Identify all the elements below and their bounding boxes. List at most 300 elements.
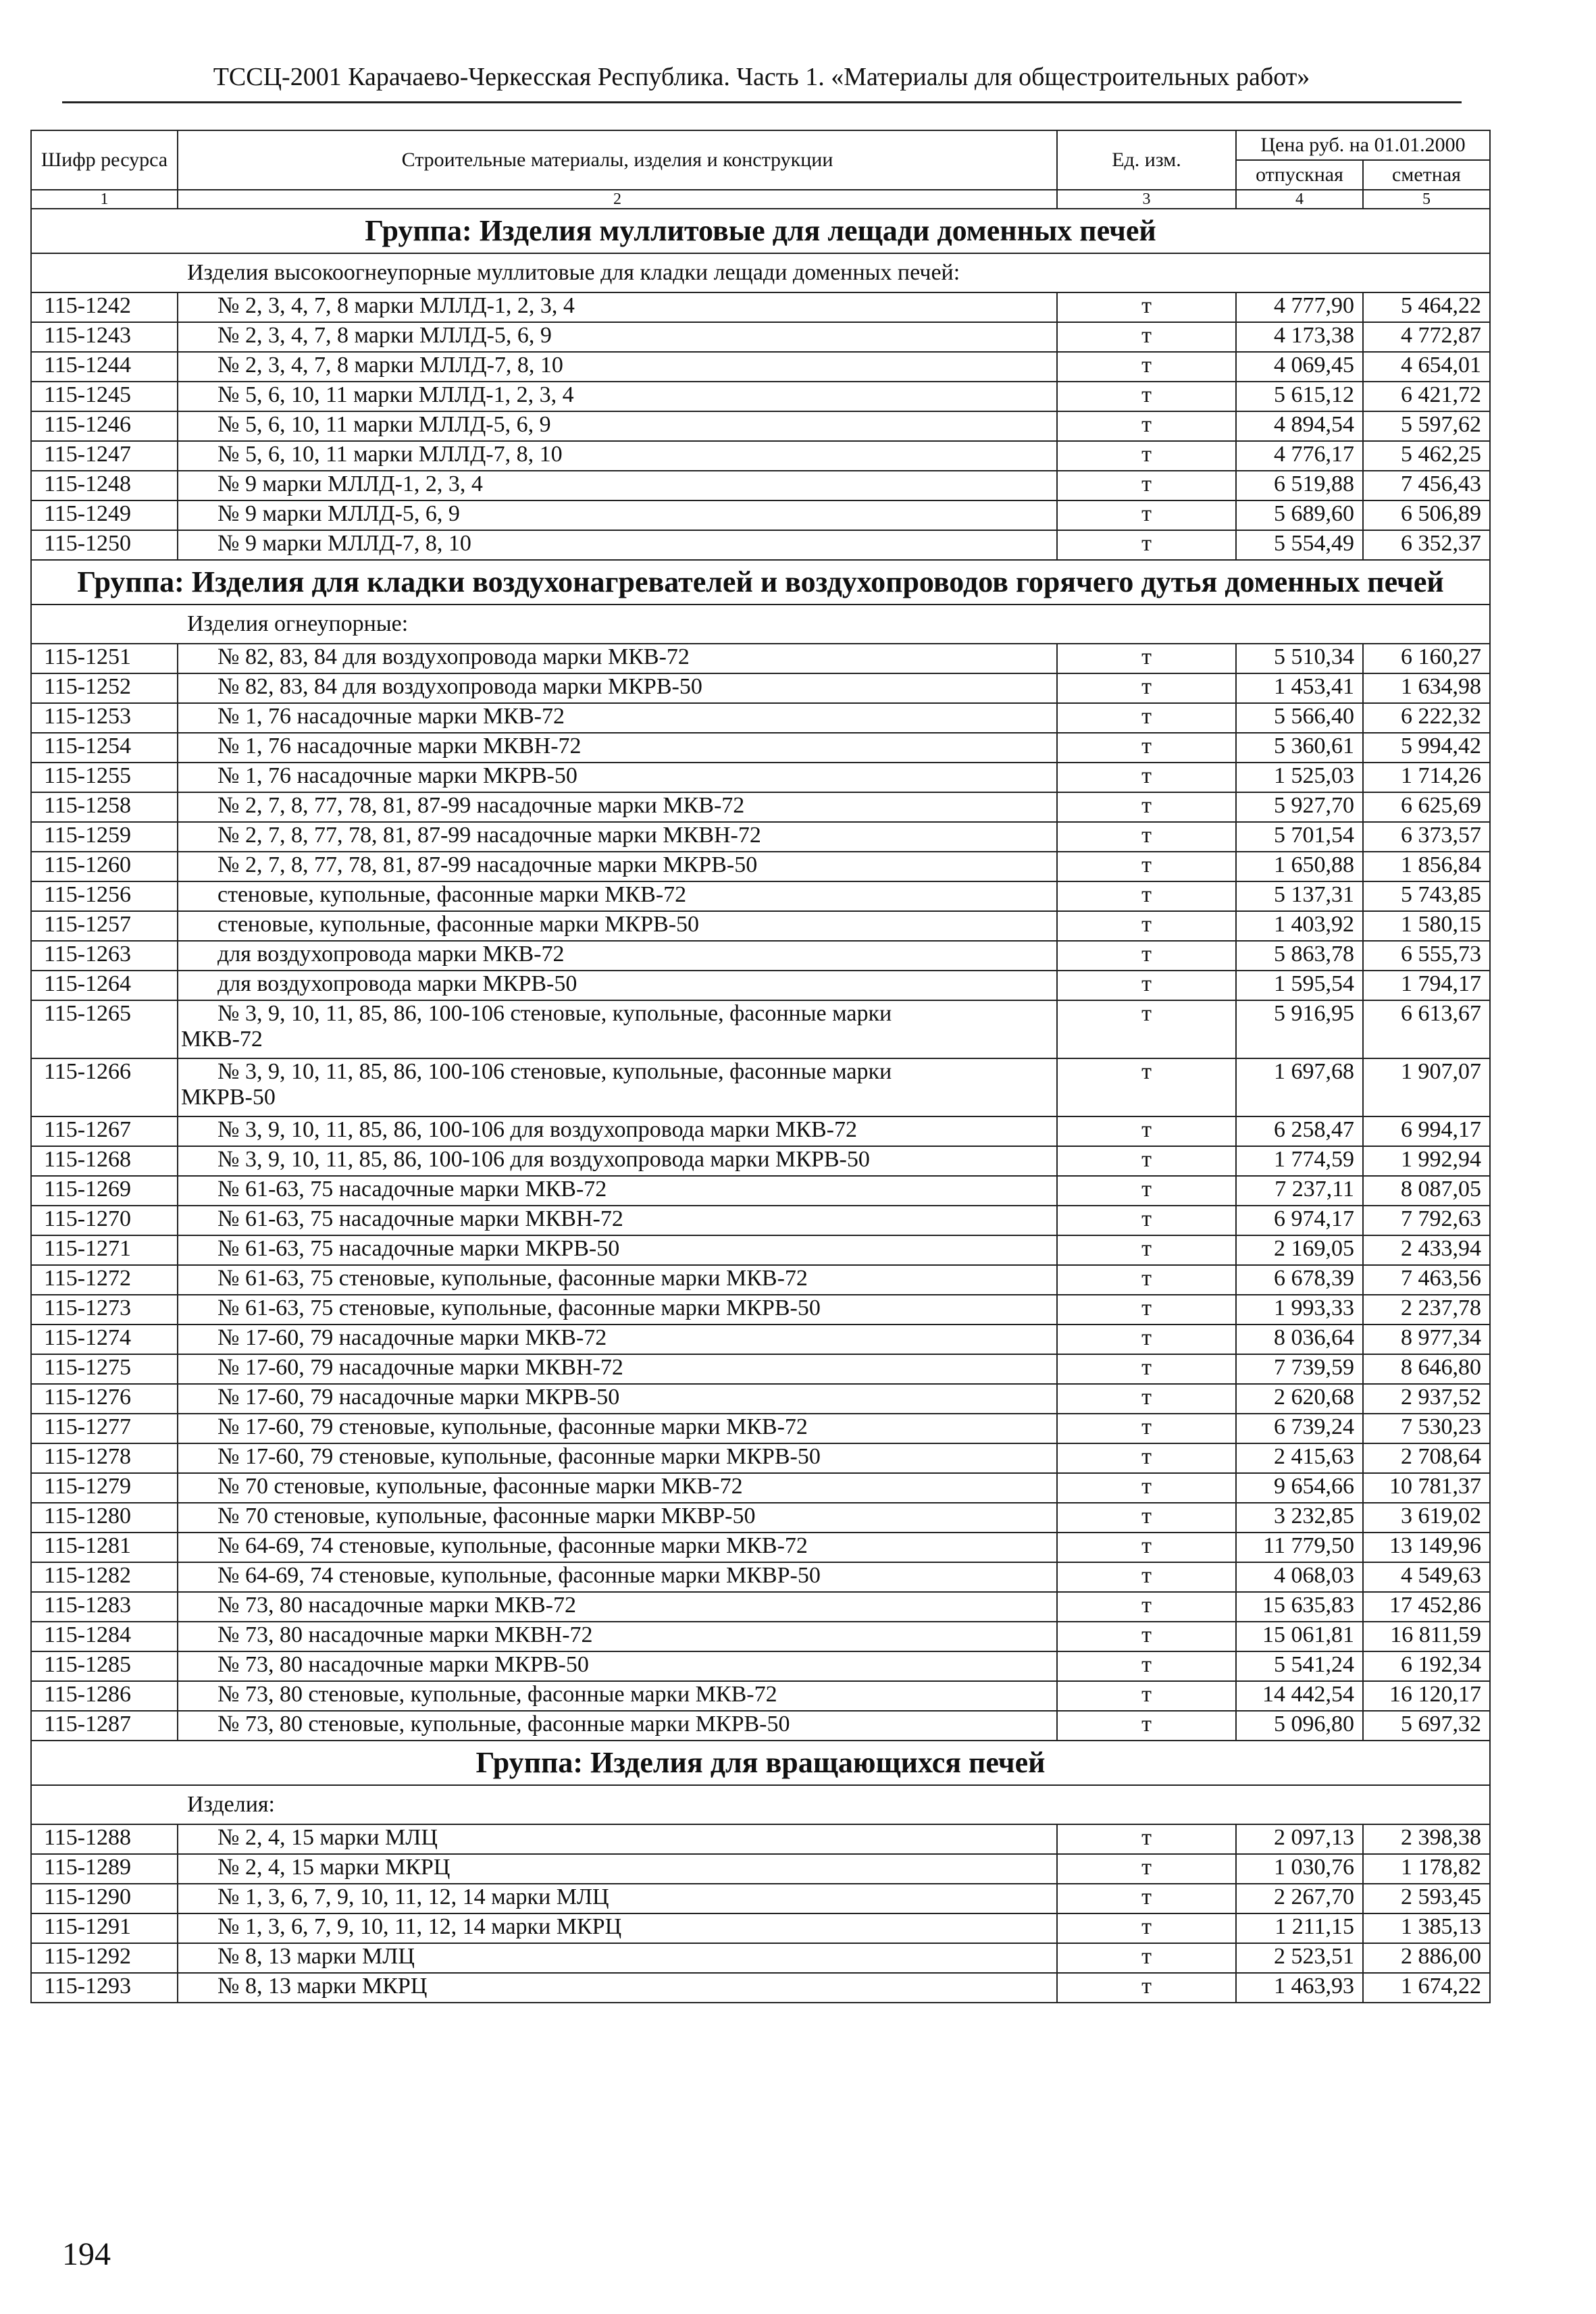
table-row	[31, 1325, 1490, 1354]
column-number: 2	[178, 190, 1057, 209]
unit-cell: т	[1057, 1000, 1236, 1058]
unit-cell: т	[1057, 1973, 1236, 2003]
unit-cell: т	[1057, 1651, 1236, 1681]
material-name-line: МКВ-72	[181, 1027, 263, 1052]
estimate-price-cell: 17 452,86	[1363, 1592, 1490, 1622]
table-row	[31, 1235, 1490, 1265]
resource-code-cell: 115-1284	[31, 1622, 178, 1651]
estimate-price-cell: 6 506,89	[1363, 500, 1490, 530]
release-price-cell: 5 554,49	[1236, 530, 1363, 560]
resource-code-cell: 115-1289	[31, 1854, 178, 1884]
release-price-cell: 5 916,95	[1236, 1000, 1363, 1058]
material-name-line: № 3, 9, 10, 11, 85, 86, 100-106 стеновые, купольные, фасонные марки	[217, 1059, 892, 1084]
group-subtitle-row	[31, 605, 1490, 644]
material-name-cell: № 1, 76 насадочные марки МКВН-72	[178, 733, 1057, 763]
resource-code-cell: 115-1272	[31, 1265, 178, 1295]
material-name-cell: № 82, 83, 84 для воздухопровода марки МКВ-72	[178, 644, 1057, 673]
estimate-price-cell: 2 937,52	[1363, 1384, 1490, 1414]
estimate-price-cell: 5 994,42	[1363, 733, 1490, 763]
resource-code-cell: 115-1251	[31, 644, 178, 673]
table-row	[31, 822, 1490, 852]
unit-cell: т	[1057, 1384, 1236, 1414]
material-name-cell: № 82, 83, 84 для воздухопровода марки МКРВ-50	[178, 673, 1057, 703]
unit-cell: т	[1057, 411, 1236, 441]
resource-code-cell: 115-1263	[31, 941, 178, 971]
material-name-cell: № 64-69, 74 стеновые, купольные, фасонные марки МКВ-72	[178, 1533, 1057, 1562]
estimate-price-cell: 13 149,96	[1363, 1533, 1490, 1562]
material-name-cell: № 17-60, 79 насадочные марки МКВН-72	[178, 1354, 1057, 1384]
estimate-price-cell: 1 385,13	[1363, 1913, 1490, 1943]
release-price-cell: 4 894,54	[1236, 411, 1363, 441]
unit-cell: т	[1057, 673, 1236, 703]
material-name-cell: № 2, 4, 15 марки МКРЦ	[178, 1854, 1057, 1884]
table-row	[31, 1913, 1490, 1943]
release-price-cell: 8 036,64	[1236, 1325, 1363, 1354]
group-subtitle: Изделия:	[31, 1785, 1490, 1824]
material-name-cell: № 17-60, 79 насадочные марки МКРВ-50	[178, 1384, 1057, 1414]
estimate-price-cell: 2 237,78	[1363, 1295, 1490, 1325]
column-number: 4	[1236, 190, 1363, 209]
material-name-cell: № 1, 76 насадочные марки МКВ-72	[178, 703, 1057, 733]
group-title-row	[31, 560, 1490, 605]
resource-code-cell: 115-1248	[31, 471, 178, 500]
estimate-price-cell: 4 549,63	[1363, 1562, 1490, 1592]
release-price-cell: 2 267,70	[1236, 1884, 1363, 1913]
table-body	[31, 209, 1490, 2003]
unit-cell: т	[1057, 971, 1236, 1000]
estimate-price-cell: 6 222,32	[1363, 703, 1490, 733]
estimate-price-cell: 2 398,38	[1363, 1824, 1490, 1854]
unit-cell: т	[1057, 822, 1236, 852]
release-price-cell: 2 620,68	[1236, 1384, 1363, 1414]
table-header	[31, 130, 1490, 209]
material-name-cell: № 1, 76 насадочные марки МКРВ-50	[178, 763, 1057, 792]
table-row	[31, 792, 1490, 822]
release-price-cell: 1 595,54	[1236, 971, 1363, 1000]
release-price-cell: 9 654,66	[1236, 1473, 1363, 1503]
resource-code-cell: 115-1250	[31, 530, 178, 560]
table-row	[31, 1206, 1490, 1235]
estimate-price-cell: 1 794,17	[1363, 971, 1490, 1000]
estimate-price-cell: 4 772,87	[1363, 322, 1490, 352]
group-title-row	[31, 209, 1490, 253]
resource-code-cell: 115-1288	[31, 1824, 178, 1854]
table-row	[31, 1503, 1490, 1533]
release-price-cell: 1 525,03	[1236, 763, 1363, 792]
resource-code-cell: 115-1265	[31, 1000, 178, 1058]
material-name-cell: № 5, 6, 10, 11 марки МЛЛД-5, 6, 9	[178, 411, 1057, 441]
table-row	[31, 941, 1490, 971]
unit-cell: т	[1057, 1943, 1236, 1973]
table-row	[31, 644, 1490, 673]
unit-cell: т	[1057, 1824, 1236, 1854]
unit-cell: т	[1057, 1592, 1236, 1622]
estimate-price-cell: 1 992,94	[1363, 1146, 1490, 1176]
table-row	[31, 1681, 1490, 1711]
unit-cell: т	[1057, 471, 1236, 500]
release-price-cell: 4 068,03	[1236, 1562, 1363, 1592]
material-name-cell: № 5, 6, 10, 11 марки МЛЛД-7, 8, 10	[178, 441, 1057, 471]
estimate-price-cell: 1 178,82	[1363, 1854, 1490, 1884]
table-row	[31, 1884, 1490, 1913]
estimate-price-cell: 6 625,69	[1363, 792, 1490, 822]
unit-cell: т	[1057, 292, 1236, 322]
table-row	[31, 1622, 1490, 1651]
table-row	[31, 673, 1490, 703]
unit-cell: т	[1057, 1533, 1236, 1562]
resource-code-cell: 115-1271	[31, 1235, 178, 1265]
release-price-cell: 1 697,68	[1236, 1058, 1363, 1116]
release-price-cell: 4 776,17	[1236, 441, 1363, 471]
table-row	[31, 1533, 1490, 1562]
column-number: 1	[31, 190, 178, 209]
resource-code-cell: 115-1282	[31, 1562, 178, 1592]
resource-code-cell: 115-1274	[31, 1325, 178, 1354]
material-name-cell: № 9 марки МЛЛД-7, 8, 10	[178, 530, 1057, 560]
material-name-cell: № 2, 7, 8, 77, 78, 81, 87-99 насадочные марки МКВ-72	[178, 792, 1057, 822]
table-row	[31, 1384, 1490, 1414]
resource-code-cell: 115-1259	[31, 822, 178, 852]
estimate-price-cell: 2 708,64	[1363, 1443, 1490, 1473]
header-rule	[62, 101, 1462, 103]
table-row	[31, 352, 1490, 382]
resource-code-cell: 115-1275	[31, 1354, 178, 1384]
release-price-cell: 5 701,54	[1236, 822, 1363, 852]
table-row	[31, 1854, 1490, 1884]
material-name-cell: № 8, 13 марки МЛЦ	[178, 1943, 1057, 1973]
estimate-price-cell: 8 977,34	[1363, 1325, 1490, 1354]
estimate-price-cell: 7 456,43	[1363, 471, 1490, 500]
resource-code-cell: 115-1249	[31, 500, 178, 530]
column-header-unit: Ед. изм.	[1057, 130, 1236, 190]
column-number: 3	[1057, 190, 1236, 209]
material-name-cell: № 1, 3, 6, 7, 9, 10, 11, 12, 14 марки МКРЦ	[178, 1913, 1057, 1943]
unit-cell: т	[1057, 1854, 1236, 1884]
unit-cell: т	[1057, 1265, 1236, 1295]
resource-code-cell: 115-1244	[31, 352, 178, 382]
release-price-cell: 1 774,59	[1236, 1146, 1363, 1176]
release-price-cell: 5 541,24	[1236, 1651, 1363, 1681]
group-subtitle-row	[31, 253, 1490, 292]
material-name-cell: № 2, 3, 4, 7, 8 марки МЛЛД-1, 2, 3, 4	[178, 292, 1057, 322]
material-name-cell: № 3, 9, 10, 11, 85, 86, 100-106 для воздухопровода марки МКРВ-50	[178, 1146, 1057, 1176]
release-price-cell: 5 137,31	[1236, 881, 1363, 911]
estimate-price-cell: 6 613,67	[1363, 1000, 1490, 1058]
estimate-price-cell: 6 994,17	[1363, 1116, 1490, 1146]
estimate-price-cell: 5 464,22	[1363, 292, 1490, 322]
unit-cell: т	[1057, 644, 1236, 673]
table-row	[31, 1354, 1490, 1384]
resource-code-cell: 115-1270	[31, 1206, 178, 1235]
table-row	[31, 1651, 1490, 1681]
release-price-cell: 2 097,13	[1236, 1824, 1363, 1854]
material-name-cell: № 61-63, 75 стеновые, купольные, фасонные марки МКРВ-50	[178, 1295, 1057, 1325]
estimate-price-cell: 16 120,17	[1363, 1681, 1490, 1711]
table-row	[31, 1058, 1490, 1116]
group-subtitle: Изделия огнеупорные:	[31, 605, 1490, 644]
price-table	[30, 130, 1491, 2003]
material-name-cell: № 2, 7, 8, 77, 78, 81, 87-99 насадочные марки МКВН-72	[178, 822, 1057, 852]
table-row	[31, 471, 1490, 500]
table-row	[31, 382, 1490, 411]
resource-code-cell: 115-1267	[31, 1116, 178, 1146]
column-header-release-price: отпускная	[1236, 160, 1363, 190]
material-name-cell	[178, 1000, 1057, 1058]
release-price-cell: 2 415,63	[1236, 1443, 1363, 1473]
unit-cell: т	[1057, 1235, 1236, 1265]
unit-cell: т	[1057, 352, 1236, 382]
resource-code-cell: 115-1280	[31, 1503, 178, 1533]
estimate-price-cell: 16 811,59	[1363, 1622, 1490, 1651]
resource-code-cell: 115-1243	[31, 322, 178, 352]
table-row	[31, 1414, 1490, 1443]
estimate-price-cell: 6 555,73	[1363, 941, 1490, 971]
unit-cell: т	[1057, 1354, 1236, 1384]
resource-code-cell: 115-1290	[31, 1884, 178, 1913]
estimate-price-cell: 1 580,15	[1363, 911, 1490, 941]
estimate-price-cell: 8 087,05	[1363, 1176, 1490, 1206]
estimate-price-cell: 7 792,63	[1363, 1206, 1490, 1235]
release-price-cell: 5 927,70	[1236, 792, 1363, 822]
material-name-cell: стеновые, купольные, фасонные марки МКВ-72	[178, 881, 1057, 911]
release-price-cell: 6 258,47	[1236, 1116, 1363, 1146]
table-row	[31, 911, 1490, 941]
material-name-cell: № 2, 3, 4, 7, 8 марки МЛЛД-5, 6, 9	[178, 322, 1057, 352]
unit-cell: т	[1057, 703, 1236, 733]
release-price-cell: 1 030,76	[1236, 1854, 1363, 1884]
release-price-cell: 1 403,92	[1236, 911, 1363, 941]
resource-code-cell: 115-1283	[31, 1592, 178, 1622]
material-name-cell: № 17-60, 79 стеновые, купольные, фасонные марки МКВ-72	[178, 1414, 1057, 1443]
unit-cell: т	[1057, 1325, 1236, 1354]
estimate-price-cell: 2 433,94	[1363, 1235, 1490, 1265]
table-row	[31, 971, 1490, 1000]
estimate-price-cell: 2 593,45	[1363, 1884, 1490, 1913]
table-row	[31, 1000, 1490, 1058]
unit-cell: т	[1057, 1116, 1236, 1146]
resource-code-cell: 115-1266	[31, 1058, 178, 1116]
table-row	[31, 1295, 1490, 1325]
unit-cell: т	[1057, 733, 1236, 763]
resource-code-cell: 115-1264	[31, 971, 178, 1000]
estimate-price-cell: 6 192,34	[1363, 1651, 1490, 1681]
group-title-row	[31, 1741, 1490, 1785]
release-price-cell: 11 779,50	[1236, 1533, 1363, 1562]
material-name-cell: № 9 марки МЛЛД-1, 2, 3, 4	[178, 471, 1057, 500]
unit-cell: т	[1057, 1146, 1236, 1176]
estimate-price-cell: 8 646,80	[1363, 1354, 1490, 1384]
material-name-line: № 3, 9, 10, 11, 85, 86, 100-106 стеновые, купольные, фасонные марки	[217, 1001, 892, 1026]
unit-cell: т	[1057, 792, 1236, 822]
resource-code-cell: 115-1276	[31, 1384, 178, 1414]
unit-cell: т	[1057, 530, 1236, 560]
resource-code-cell: 115-1286	[31, 1681, 178, 1711]
resource-code-cell: 115-1258	[31, 792, 178, 822]
table-row	[31, 1824, 1490, 1854]
column-header-code: Шифр ресурса	[31, 130, 178, 190]
resource-code-cell: 115-1242	[31, 292, 178, 322]
table-row	[31, 1943, 1490, 1973]
material-name-cell: стеновые, купольные, фасонные марки МКРВ-50	[178, 911, 1057, 941]
estimate-price-cell: 2 886,00	[1363, 1943, 1490, 1973]
material-name-cell	[178, 1058, 1057, 1116]
group-subtitle-row	[31, 1785, 1490, 1824]
unit-cell: т	[1057, 1443, 1236, 1473]
table-row	[31, 733, 1490, 763]
estimate-price-cell: 7 530,23	[1363, 1414, 1490, 1443]
column-number: 5	[1363, 190, 1490, 209]
release-price-cell: 6 519,88	[1236, 471, 1363, 500]
unit-cell: т	[1057, 1206, 1236, 1235]
resource-code-cell: 115-1260	[31, 852, 178, 881]
estimate-price-cell: 1 714,26	[1363, 763, 1490, 792]
unit-cell: т	[1057, 1503, 1236, 1533]
unit-cell: т	[1057, 852, 1236, 881]
estimate-price-cell: 5 743,85	[1363, 881, 1490, 911]
resource-code-cell: 115-1257	[31, 911, 178, 941]
material-name-cell: № 17-60, 79 насадочные марки МКВ-72	[178, 1325, 1057, 1354]
table-row	[31, 1265, 1490, 1295]
group-subtitle: Изделия высокоогнеупорные муллитовые для кладки лещади доменных печей:	[31, 253, 1490, 292]
resource-code-cell: 115-1247	[31, 441, 178, 471]
release-price-cell: 2 523,51	[1236, 1943, 1363, 1973]
material-name-cell: № 61-63, 75 насадочные марки МКВН-72	[178, 1206, 1057, 1235]
resource-code-cell: 115-1255	[31, 763, 178, 792]
estimate-price-cell: 1 907,07	[1363, 1058, 1490, 1116]
estimate-price-cell: 3 619,02	[1363, 1503, 1490, 1533]
table-row	[31, 1562, 1490, 1592]
release-price-cell: 7 739,59	[1236, 1354, 1363, 1384]
release-price-cell: 15 635,83	[1236, 1592, 1363, 1622]
material-name-cell: № 9 марки МЛЛД-5, 6, 9	[178, 500, 1057, 530]
unit-cell: т	[1057, 1562, 1236, 1592]
unit-cell: т	[1057, 322, 1236, 352]
unit-cell: т	[1057, 1681, 1236, 1711]
table-row	[31, 1116, 1490, 1146]
unit-cell: т	[1057, 382, 1236, 411]
resource-code-cell: 115-1278	[31, 1443, 178, 1473]
release-price-cell: 5 510,34	[1236, 644, 1363, 673]
material-name-cell: № 73, 80 стеновые, купольные, фасонные марки МКРВ-50	[178, 1711, 1057, 1741]
estimate-price-cell: 6 373,57	[1363, 822, 1490, 852]
unit-cell: т	[1057, 941, 1236, 971]
page-number: 194	[62, 2236, 111, 2272]
material-name-cell: для воздухопровода марки МКРВ-50	[178, 971, 1057, 1000]
material-name-cell: № 61-63, 75 насадочные марки МКРВ-50	[178, 1235, 1057, 1265]
resource-code-cell: 115-1246	[31, 411, 178, 441]
page-header: ТССЦ-2001 Карачаево-Черкесская Республика. Часть 1. «Материалы для общестроительных работ»	[213, 63, 1310, 91]
column-header-estimate-price: сметная	[1363, 160, 1490, 190]
unit-cell: т	[1057, 911, 1236, 941]
material-name-cell: № 2, 4, 15 марки МЛЦ	[178, 1824, 1057, 1854]
resource-code-cell: 115-1256	[31, 881, 178, 911]
estimate-price-cell: 5 462,25	[1363, 441, 1490, 471]
unit-cell: т	[1057, 881, 1236, 911]
resource-code-cell: 115-1273	[31, 1295, 178, 1325]
resource-code-cell: 115-1268	[31, 1146, 178, 1176]
release-price-cell: 1 453,41	[1236, 673, 1363, 703]
resource-code-cell: 115-1254	[31, 733, 178, 763]
material-name-cell: № 2, 7, 8, 77, 78, 81, 87-99 насадочные марки МКРВ-50	[178, 852, 1057, 881]
table-row	[31, 322, 1490, 352]
resource-code-cell: 115-1281	[31, 1533, 178, 1562]
unit-cell: т	[1057, 763, 1236, 792]
estimate-price-cell: 6 421,72	[1363, 382, 1490, 411]
table-row	[31, 1146, 1490, 1176]
release-price-cell: 5 863,78	[1236, 941, 1363, 971]
material-name-cell: № 1, 3, 6, 7, 9, 10, 11, 12, 14 марки МЛЦ	[178, 1884, 1057, 1913]
estimate-price-cell: 6 352,37	[1363, 530, 1490, 560]
resource-code-cell: 115-1287	[31, 1711, 178, 1741]
material-name-cell: № 73, 80 насадочные марки МКРВ-50	[178, 1651, 1057, 1681]
resource-code-cell: 115-1291	[31, 1913, 178, 1943]
unit-cell: т	[1057, 1711, 1236, 1741]
material-name-cell: № 61-63, 75 насадочные марки МКВ-72	[178, 1176, 1057, 1206]
material-name-cell: для воздухопровода марки МКВ-72	[178, 941, 1057, 971]
release-price-cell: 7 237,11	[1236, 1176, 1363, 1206]
resource-code-cell: 115-1269	[31, 1176, 178, 1206]
material-name-cell: № 70 стеновые, купольные, фасонные марки МКВР-50	[178, 1503, 1057, 1533]
unit-cell: т	[1057, 1913, 1236, 1943]
release-price-cell: 4 173,38	[1236, 322, 1363, 352]
material-name-cell: № 2, 3, 4, 7, 8 марки МЛЛД-7, 8, 10	[178, 352, 1057, 382]
unit-cell: т	[1057, 1176, 1236, 1206]
resource-code-cell: 115-1277	[31, 1414, 178, 1443]
table-row	[31, 411, 1490, 441]
resource-code-cell: 115-1285	[31, 1651, 178, 1681]
release-price-cell: 3 232,85	[1236, 1503, 1363, 1533]
estimate-price-cell: 5 697,32	[1363, 1711, 1490, 1741]
table-row	[31, 703, 1490, 733]
resource-code-cell: 115-1245	[31, 382, 178, 411]
table-row	[31, 1176, 1490, 1206]
material-name-cell: № 73, 80 насадочные марки МКВ-72	[178, 1592, 1057, 1622]
material-name-cell: № 8, 13 марки МКРЦ	[178, 1973, 1057, 2003]
material-name-cell: № 73, 80 насадочные марки МКВН-72	[178, 1622, 1057, 1651]
release-price-cell: 6 739,24	[1236, 1414, 1363, 1443]
release-price-cell: 6 974,17	[1236, 1206, 1363, 1235]
material-name-cell: № 3, 9, 10, 11, 85, 86, 100-106 для воздухопровода марки МКВ-72	[178, 1116, 1057, 1146]
table-row	[31, 1443, 1490, 1473]
release-price-cell: 1 650,88	[1236, 852, 1363, 881]
unit-cell: т	[1057, 1295, 1236, 1325]
material-name-cell: № 61-63, 75 стеновые, купольные, фасонные марки МКВ-72	[178, 1265, 1057, 1295]
release-price-cell: 1 211,15	[1236, 1913, 1363, 1943]
table-row	[31, 763, 1490, 792]
group-title: Группа: Изделия муллитовые для лещади доменных печей	[31, 209, 1490, 253]
unit-cell: т	[1057, 1414, 1236, 1443]
release-price-cell: 5 360,61	[1236, 733, 1363, 763]
column-header-name: Строительные материалы, изделия и конструкции	[178, 130, 1057, 190]
material-name-cell: № 64-69, 74 стеновые, купольные, фасонные марки МКВР-50	[178, 1562, 1057, 1592]
release-price-cell: 1 463,93	[1236, 1973, 1363, 2003]
estimate-price-cell: 1 856,84	[1363, 852, 1490, 881]
group-title: Группа: Изделия для вращающихся печей	[31, 1741, 1490, 1785]
estimate-price-cell: 5 597,62	[1363, 411, 1490, 441]
resource-code-cell: 115-1253	[31, 703, 178, 733]
release-price-cell: 1 993,33	[1236, 1295, 1363, 1325]
table-row	[31, 500, 1490, 530]
release-price-cell: 14 442,54	[1236, 1681, 1363, 1711]
release-price-cell: 6 678,39	[1236, 1265, 1363, 1295]
material-name-cell: № 5, 6, 10, 11 марки МЛЛД-1, 2, 3, 4	[178, 382, 1057, 411]
table-row	[31, 1473, 1490, 1503]
unit-cell: т	[1057, 1622, 1236, 1651]
table-row	[31, 441, 1490, 471]
unit-cell: т	[1057, 1058, 1236, 1116]
estimate-price-cell: 10 781,37	[1363, 1473, 1490, 1503]
release-price-cell: 4 777,90	[1236, 292, 1363, 322]
